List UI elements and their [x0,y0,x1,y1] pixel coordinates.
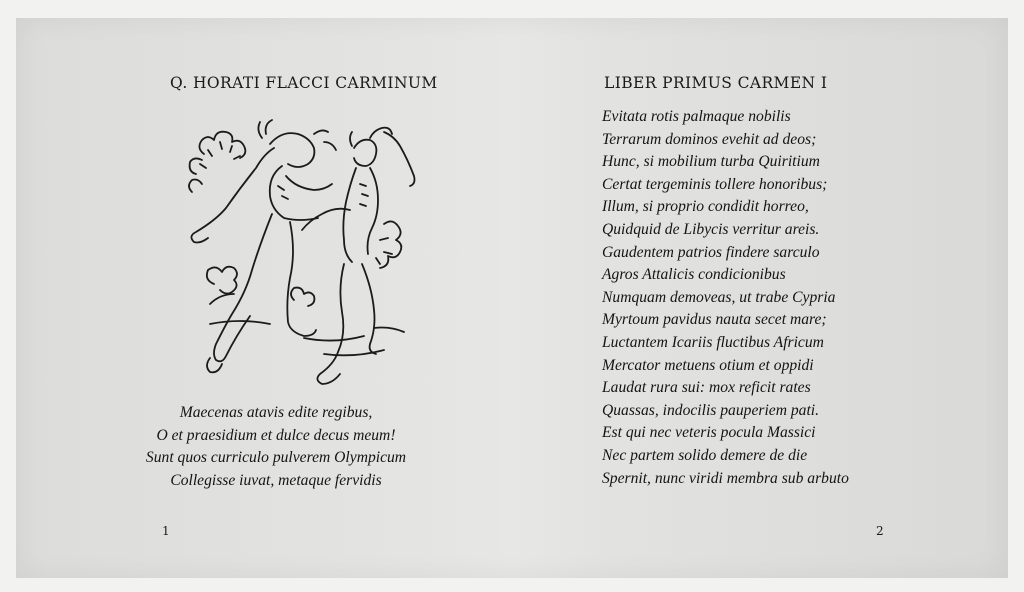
left-running-head: Q. HORATI FLACCI CARMINUM [170,74,438,92]
verse-line: Maecenas atavis edite regibus, [179,404,373,421]
verse-line: Mercator metuens otium et oppidi [602,356,814,374]
verse-line: Certat tergeminis tollere honoribus; [602,175,828,193]
verse-line: Quassas, indocilis pauperiem pati. [602,401,820,419]
verse-line: Laudat rura sui: mox reficit rates [602,379,811,397]
verse-line: Est qui nec veteris pocula Massici [602,424,816,442]
right-running-head: LIBER PRIMUS CARMEN I [604,74,828,92]
verse-line: O et praesidium et dulce decus meum! [156,426,396,444]
right-page [512,18,1008,578]
left-page [16,18,512,578]
verse-line: Illum, si proprio condidit horreo, [602,198,809,216]
verse-line: Evitata rotis palmaque nobilis [602,108,791,125]
woodcut-illustration [174,114,424,396]
right-folio: 2 [876,524,884,538]
verse-line: Sunt quos curriculo pulverem Olympicum [145,449,407,467]
verse-line: Nec partem solido demere de die [602,446,808,464]
left-folio: 1 [162,524,170,538]
verse-line: Terrarum dominos evehit ad deos; [602,130,817,148]
right-verse [602,106,849,490]
verse-line: Gaudentem patrios findere sarculo [602,243,820,261]
verse-line: Myrtoum pavidus nauta secet mare; [602,311,827,329]
left-verse [116,402,436,492]
verse-line: Luctantem Icariis fluctibus Africum [602,333,824,351]
verse-line: Hunc, si mobilium turba Quiritium [602,153,820,171]
verse-line: Numquam demoveas, ut trabe Cypria [602,288,836,306]
verse-line: Collegisse iuvat, metaque fervidis [170,471,382,489]
verse-line: Quidquid de Libycis verritur areis. [602,220,820,238]
book-spread [16,18,1008,578]
verse-line: Spernit, nunc viridi membra sub arbuto [602,469,849,487]
verse-line: Agros Attalicis condicionibus [602,266,786,284]
